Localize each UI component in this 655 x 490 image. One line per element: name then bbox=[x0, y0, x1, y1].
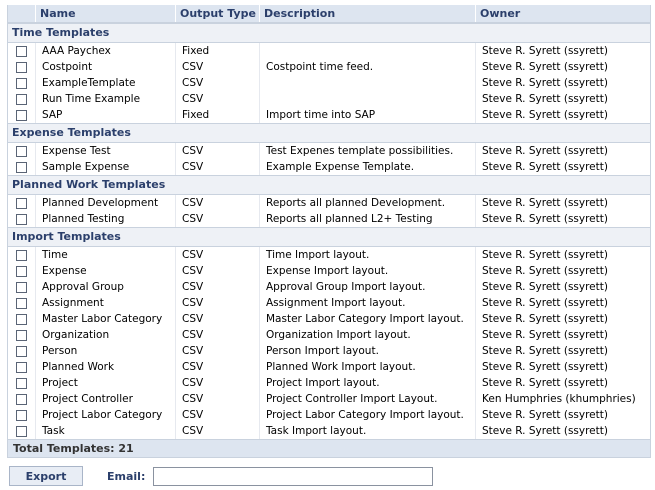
row-select-cell bbox=[8, 279, 35, 295]
table-body bbox=[8, 23, 650, 439]
table-row[interactable] bbox=[8, 59, 650, 75]
table-row[interactable] bbox=[8, 375, 650, 391]
output-type: CSV bbox=[175, 75, 259, 91]
table-row[interactable] bbox=[8, 295, 650, 311]
owner: Steve R. Syrett (ssyrett) bbox=[475, 279, 650, 295]
owner: Steve R. Syrett (ssyrett) bbox=[475, 407, 650, 423]
description: Approval Group Import layout. bbox=[259, 279, 475, 295]
description: Test Expenes template possibilities. bbox=[259, 143, 475, 159]
template-name: Master Labor Category bbox=[35, 311, 175, 327]
table-row[interactable] bbox=[8, 211, 650, 227]
template-name: Assignment bbox=[35, 295, 175, 311]
template-name: Time bbox=[35, 247, 175, 263]
owner: Steve R. Syrett (ssyrett) bbox=[475, 263, 650, 279]
output-type: CSV bbox=[175, 143, 259, 159]
template-name: ExampleTemplate bbox=[35, 75, 175, 91]
template-name: Task bbox=[35, 423, 175, 439]
row-checkbox[interactable] bbox=[16, 78, 27, 89]
owner: Ken Humphries (khumphries) bbox=[475, 391, 650, 407]
table-row[interactable] bbox=[8, 143, 650, 159]
row-select-cell bbox=[8, 295, 35, 311]
table-row[interactable] bbox=[8, 107, 650, 123]
row-checkbox[interactable] bbox=[16, 394, 27, 405]
section-header: Import Templates bbox=[8, 227, 650, 247]
templates-table bbox=[7, 5, 651, 458]
section-header: Planned Work Templates bbox=[8, 175, 650, 195]
table-row[interactable] bbox=[8, 247, 650, 263]
row-select-cell bbox=[8, 211, 35, 227]
table-row[interactable] bbox=[8, 311, 650, 327]
row-checkbox[interactable] bbox=[16, 282, 27, 293]
row-checkbox[interactable] bbox=[16, 378, 27, 389]
row-select-cell bbox=[8, 247, 35, 263]
table-row[interactable] bbox=[8, 43, 650, 59]
description: Costpoint time feed. bbox=[259, 59, 475, 75]
output-type: CSV bbox=[175, 407, 259, 423]
output-type: CSV bbox=[175, 311, 259, 327]
output-type: CSV bbox=[175, 375, 259, 391]
row-select-cell bbox=[8, 195, 35, 211]
row-checkbox[interactable] bbox=[16, 362, 27, 373]
table-row[interactable] bbox=[8, 263, 650, 279]
description: Example Expense Template. bbox=[259, 159, 475, 175]
output-type: CSV bbox=[175, 159, 259, 175]
row-checkbox[interactable] bbox=[16, 410, 27, 421]
header-description[interactable]: Description bbox=[259, 5, 475, 22]
output-type: Fixed bbox=[175, 43, 259, 59]
row-select-cell bbox=[8, 107, 35, 123]
description: Planned Work Import layout. bbox=[259, 359, 475, 375]
owner: Steve R. Syrett (ssyrett) bbox=[475, 423, 650, 439]
table-row[interactable] bbox=[8, 327, 650, 343]
owner: Steve R. Syrett (ssyrett) bbox=[475, 247, 650, 263]
output-type: CSV bbox=[175, 327, 259, 343]
output-type: CSV bbox=[175, 211, 259, 227]
description: Reports all planned L2+ Testing bbox=[259, 211, 475, 227]
table-row[interactable] bbox=[8, 75, 650, 91]
table-row[interactable] bbox=[8, 279, 650, 295]
template-name: Run Time Example bbox=[35, 91, 175, 107]
template-name: Sample Expense bbox=[35, 159, 175, 175]
description: Import time into SAP bbox=[259, 107, 475, 123]
template-name: Project Labor Category bbox=[35, 407, 175, 423]
row-select-cell bbox=[8, 327, 35, 343]
row-checkbox[interactable] bbox=[16, 314, 27, 325]
description: Project Import layout. bbox=[259, 375, 475, 391]
table-row[interactable] bbox=[8, 407, 650, 423]
output-type: CSV bbox=[175, 423, 259, 439]
row-checkbox[interactable] bbox=[16, 330, 27, 341]
row-select-cell bbox=[8, 359, 35, 375]
template-name: Project Controller bbox=[35, 391, 175, 407]
owner: Steve R. Syrett (ssyrett) bbox=[475, 143, 650, 159]
row-checkbox[interactable] bbox=[16, 146, 27, 157]
row-checkbox[interactable] bbox=[16, 250, 27, 261]
table-row[interactable] bbox=[8, 391, 650, 407]
output-type: CSV bbox=[175, 195, 259, 211]
output-type: CSV bbox=[175, 359, 259, 375]
owner: Steve R. Syrett (ssyrett) bbox=[475, 195, 650, 211]
owner: Steve R. Syrett (ssyrett) bbox=[475, 159, 650, 175]
template-name: Planned Development bbox=[35, 195, 175, 211]
row-checkbox[interactable] bbox=[16, 426, 27, 437]
row-select-cell bbox=[8, 311, 35, 327]
header-output-type[interactable]: Output Type bbox=[175, 5, 259, 22]
row-select-cell bbox=[8, 391, 35, 407]
template-name: Person bbox=[35, 343, 175, 359]
description: Time Import layout. bbox=[259, 247, 475, 263]
description: Assignment Import layout. bbox=[259, 295, 475, 311]
owner: Steve R. Syrett (ssyrett) bbox=[475, 359, 650, 375]
table-row[interactable] bbox=[8, 195, 650, 211]
section-header: Time Templates bbox=[8, 23, 650, 43]
description: Project Controller Import Layout. bbox=[259, 391, 475, 407]
row-select-cell bbox=[8, 375, 35, 391]
header-name[interactable]: Name bbox=[35, 5, 175, 22]
description: Expense Import layout. bbox=[259, 263, 475, 279]
template-name: Organization bbox=[35, 327, 175, 343]
description bbox=[259, 75, 475, 91]
row-checkbox[interactable] bbox=[16, 298, 27, 309]
row-checkbox[interactable] bbox=[16, 46, 27, 57]
row-checkbox[interactable] bbox=[16, 346, 27, 357]
email-label: Email: bbox=[107, 469, 146, 483]
table-header bbox=[8, 5, 650, 23]
section-header: Expense Templates bbox=[8, 123, 650, 143]
owner: Steve R. Syrett (ssyrett) bbox=[475, 295, 650, 311]
row-select-cell bbox=[8, 143, 35, 159]
row-checkbox[interactable] bbox=[16, 62, 27, 73]
total-templates: Total Templates: 21 bbox=[8, 439, 650, 458]
owner: Steve R. Syrett (ssyrett) bbox=[475, 91, 650, 107]
email-input[interactable] bbox=[153, 467, 433, 486]
template-name: Expense bbox=[35, 263, 175, 279]
template-name: Costpoint bbox=[35, 59, 175, 75]
export-button[interactable]: Export bbox=[9, 466, 83, 486]
output-type: CSV bbox=[175, 59, 259, 75]
description: Reports all planned Development. bbox=[259, 195, 475, 211]
row-checkbox[interactable] bbox=[16, 94, 27, 105]
row-checkbox[interactable] bbox=[16, 162, 27, 173]
table-row[interactable] bbox=[8, 359, 650, 375]
owner: Steve R. Syrett (ssyrett) bbox=[475, 43, 650, 59]
description: Organization Import layout. bbox=[259, 327, 475, 343]
output-type: CSV bbox=[175, 391, 259, 407]
template-name: Approval Group bbox=[35, 279, 175, 295]
table-row[interactable] bbox=[8, 423, 650, 439]
description bbox=[259, 91, 475, 107]
owner: Steve R. Syrett (ssyrett) bbox=[475, 375, 650, 391]
description bbox=[259, 43, 475, 59]
row-select-cell bbox=[8, 407, 35, 423]
owner: Steve R. Syrett (ssyrett) bbox=[475, 327, 650, 343]
template-name: SAP bbox=[35, 107, 175, 123]
table-row[interactable] bbox=[8, 159, 650, 175]
description: Person Import layout. bbox=[259, 343, 475, 359]
row-checkbox[interactable] bbox=[16, 214, 27, 225]
owner: Steve R. Syrett (ssyrett) bbox=[475, 211, 650, 227]
template-name: Project bbox=[35, 375, 175, 391]
owner: Steve R. Syrett (ssyrett) bbox=[475, 343, 650, 359]
owner: Steve R. Syrett (ssyrett) bbox=[475, 75, 650, 91]
row-checkbox[interactable] bbox=[16, 266, 27, 277]
row-select-cell bbox=[8, 343, 35, 359]
output-type: CSV bbox=[175, 279, 259, 295]
template-name: Planned Testing bbox=[35, 211, 175, 227]
table-row[interactable] bbox=[8, 343, 650, 359]
row-select-cell bbox=[8, 75, 35, 91]
owner: Steve R. Syrett (ssyrett) bbox=[475, 311, 650, 327]
output-type: CSV bbox=[175, 263, 259, 279]
output-type: Fixed bbox=[175, 107, 259, 123]
row-checkbox[interactable] bbox=[16, 198, 27, 209]
description: Task Import layout. bbox=[259, 423, 475, 439]
template-name: Planned Work bbox=[35, 359, 175, 375]
table-row[interactable] bbox=[8, 91, 650, 107]
output-type: CSV bbox=[175, 343, 259, 359]
output-type: CSV bbox=[175, 91, 259, 107]
row-select-cell bbox=[8, 159, 35, 175]
output-type: CSV bbox=[175, 295, 259, 311]
description: Project Labor Category Import layout. bbox=[259, 407, 475, 423]
description: Master Labor Category Import layout. bbox=[259, 311, 475, 327]
owner: Steve R. Syrett (ssyrett) bbox=[475, 59, 650, 75]
template-name: Expense Test bbox=[35, 143, 175, 159]
header-owner[interactable]: Owner bbox=[475, 5, 650, 22]
template-name: AAA Paychex bbox=[35, 43, 175, 59]
output-type: CSV bbox=[175, 247, 259, 263]
row-select-cell bbox=[8, 91, 35, 107]
row-select-cell bbox=[8, 263, 35, 279]
row-select-cell bbox=[8, 59, 35, 75]
row-checkbox[interactable] bbox=[16, 110, 27, 121]
export-bar bbox=[9, 465, 649, 487]
row-select-cell bbox=[8, 423, 35, 439]
owner: Steve R. Syrett (ssyrett) bbox=[475, 107, 650, 123]
header-select-column bbox=[8, 5, 35, 22]
row-select-cell bbox=[8, 43, 35, 59]
